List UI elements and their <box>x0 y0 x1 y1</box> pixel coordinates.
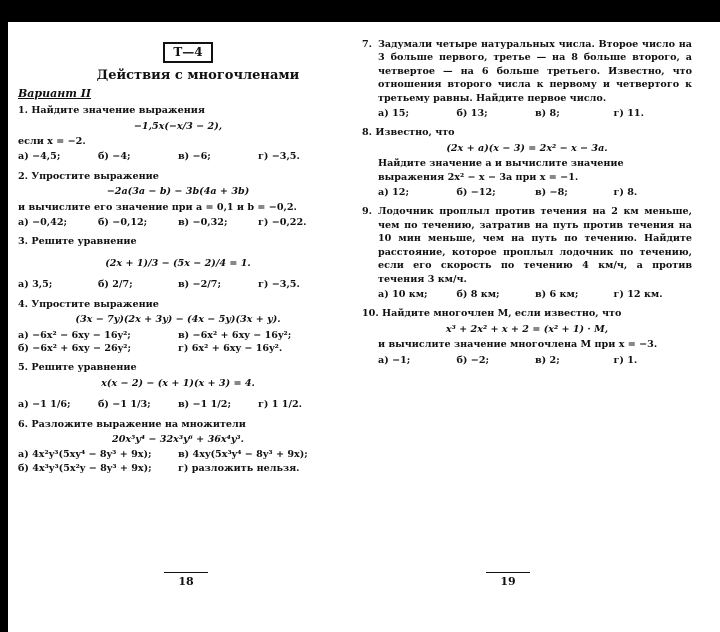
task-formula: (2x + a)(x − 3) = 2x² − x − 3a. <box>446 142 608 154</box>
task-4 <box>18 298 338 356</box>
task-text: Задумали четыре натуральных числа. Второе число на 3 больше первого, третье — на 8 больше второго, а четвертое — на 6 больше третьего. Известно, что отношения второго числа к первому и четвертого к третьему равны. Найдите первое число. <box>378 39 692 104</box>
task-9 <box>362 205 692 301</box>
answer-a: а) 10 км; <box>378 288 428 300</box>
task-7 <box>362 38 692 120</box>
answer-c: в) −1 1/2; <box>178 399 231 411</box>
answer-c: в) 8; <box>535 108 560 120</box>
task-text: Лодочник проплыл против течения на 2 км меньше, чем по течению, затратив на путь против течения на 10 мин меньше, чем на путь по течению. Найдите расстояние, которое проплыл лодочник по течению, если его скорость по течению 4 км/ч, а против течения 3 км/ч. <box>378 206 692 285</box>
task-6 <box>18 418 338 476</box>
task-condition: и вычислите его значение при a = 0,1 и b = −0,2. <box>18 201 297 213</box>
answer-b: б) −6x² + 6xy − 26y²; <box>18 342 131 354</box>
answer-d: г) −0,22. <box>258 217 307 229</box>
answer-a: а) 4x²y³(5xy⁴ − 8y³ + 9x); <box>18 449 152 461</box>
answer-d: г) 1. <box>613 354 638 366</box>
task-8 <box>362 126 692 199</box>
answer-options <box>362 186 692 199</box>
answer-c: в) 6 км; <box>535 288 579 300</box>
task-1 <box>18 104 338 164</box>
answer-d: г) 6x² + 6xy − 16y². <box>178 342 283 354</box>
answer-b: б) 2/7; <box>98 279 133 291</box>
answer-c: в) −0,32; <box>178 217 228 229</box>
answer-options <box>18 329 338 356</box>
task-formula: (3x − 7y)(2x + 3y) − (4x − 5y)(3x + y). <box>75 314 281 326</box>
task-formula: (2x + 1)/3 − (5x − 2)/4 = 1. <box>105 257 251 269</box>
answer-c: в) 4xy(5x³y⁴ − 8y³ + 9x); <box>178 449 308 461</box>
answer-a: а) 15; <box>378 108 409 120</box>
task-number: 3. <box>18 236 29 248</box>
answer-b: б) −1 1/3; <box>98 399 151 411</box>
task-number: 4. <box>18 298 29 310</box>
task-text-2: и вычислите значение многочлена M при x = −3. <box>378 339 658 351</box>
task-text: Разложите выражение на множители <box>31 418 246 430</box>
task-text: Найдите значение выражения <box>31 105 205 117</box>
task-5 <box>18 361 338 411</box>
page-number-left: 18 <box>164 572 208 588</box>
answer-d: г) −3,5. <box>258 151 300 163</box>
task-number: 6. <box>18 418 29 430</box>
book-spread <box>8 22 720 632</box>
answer-options <box>18 398 338 411</box>
answer-d: г) −3,5. <box>258 279 300 291</box>
answer-c: в) −2/7; <box>178 279 221 291</box>
answer-c: в) 2; <box>535 354 560 366</box>
variant-label: Вариант II <box>18 86 92 100</box>
test-badge: Т—4 <box>163 42 213 63</box>
answer-d: г) разложить нельзя. <box>178 462 300 474</box>
answer-options <box>18 216 338 229</box>
answer-a: а) −1; <box>378 354 411 366</box>
task-number: 10. <box>362 308 379 320</box>
answer-b: б) −2; <box>456 354 490 366</box>
answer-a: а) 12; <box>378 187 409 199</box>
task-formula: −1,5x(−x/3 − 2), <box>133 120 223 132</box>
answer-c: в) −8; <box>535 187 568 199</box>
answer-b: б) 4x³y³(5x²y − 8y³ + 9x); <box>18 462 152 474</box>
answer-options <box>18 448 338 475</box>
page-left <box>18 22 338 481</box>
answer-a: а) 3,5; <box>18 279 53 291</box>
answer-d: г) 1 1/2. <box>258 399 302 411</box>
task-text: Найдите многочлен M, если известно, что <box>382 308 622 320</box>
answer-options <box>362 107 692 120</box>
task-text: Упростите выражение <box>31 170 159 182</box>
answer-options <box>18 278 338 291</box>
page-right <box>362 38 692 373</box>
answer-a: а) −0,42; <box>18 217 68 229</box>
answer-c: в) −6x² + 6xy − 16y²; <box>178 329 292 341</box>
task-3 <box>18 235 338 291</box>
task-number: 1. <box>18 105 29 117</box>
task-10 <box>362 307 692 367</box>
answer-options <box>362 288 692 301</box>
task-number: 5. <box>18 362 29 374</box>
task-formula: x(x − 2) − (x + 1)(x + 3) = 4. <box>101 377 255 389</box>
answer-d: г) 8. <box>613 187 638 199</box>
answer-b: б) 8 км; <box>456 288 500 300</box>
task-2 <box>18 170 338 230</box>
task-formula: −2a(3a − b) − 3b(4a + 3b) <box>106 186 250 198</box>
answer-a: а) −6x² − 6xy − 16y²; <box>18 329 131 341</box>
task-formula: x³ + 2x² + x + 2 = (x² + 1) · M, <box>445 323 609 335</box>
task-number: 2. <box>18 170 29 182</box>
page-title: Действия с многочленами <box>96 68 300 84</box>
task-formula: 20x⁵y⁴ − 32x³y⁶ + 36x⁴y³. <box>112 433 244 445</box>
task-number: 8. <box>362 127 373 139</box>
answer-d: г) 11. <box>613 108 644 120</box>
answer-options <box>362 354 692 367</box>
task-number: 7. <box>362 39 373 50</box>
answer-b: б) −4; <box>98 151 131 163</box>
task-text: Упростите выражение <box>31 298 159 310</box>
answer-options <box>18 150 338 163</box>
answer-c: в) −6; <box>178 151 211 163</box>
task-text: Решите уравнение <box>31 362 137 374</box>
task-number: 9. <box>362 206 373 218</box>
task-text: Известно, что <box>375 127 455 139</box>
answer-b: б) −12; <box>456 187 496 199</box>
answer-b: б) 13; <box>456 108 488 120</box>
task-text-2: Найдите значение a и вычислите значение выражения 2x² − x − 3a при x = −1. <box>378 158 624 183</box>
answer-a: а) −4,5; <box>18 151 61 163</box>
answer-d: г) 12 км. <box>613 288 663 300</box>
answer-a: а) −1 1/6; <box>18 399 71 411</box>
task-condition: если x = −2. <box>18 136 86 148</box>
page-number-right: 19 <box>486 572 530 588</box>
answer-b: б) −0,12; <box>98 217 148 229</box>
task-text: Решите уравнение <box>31 236 137 248</box>
